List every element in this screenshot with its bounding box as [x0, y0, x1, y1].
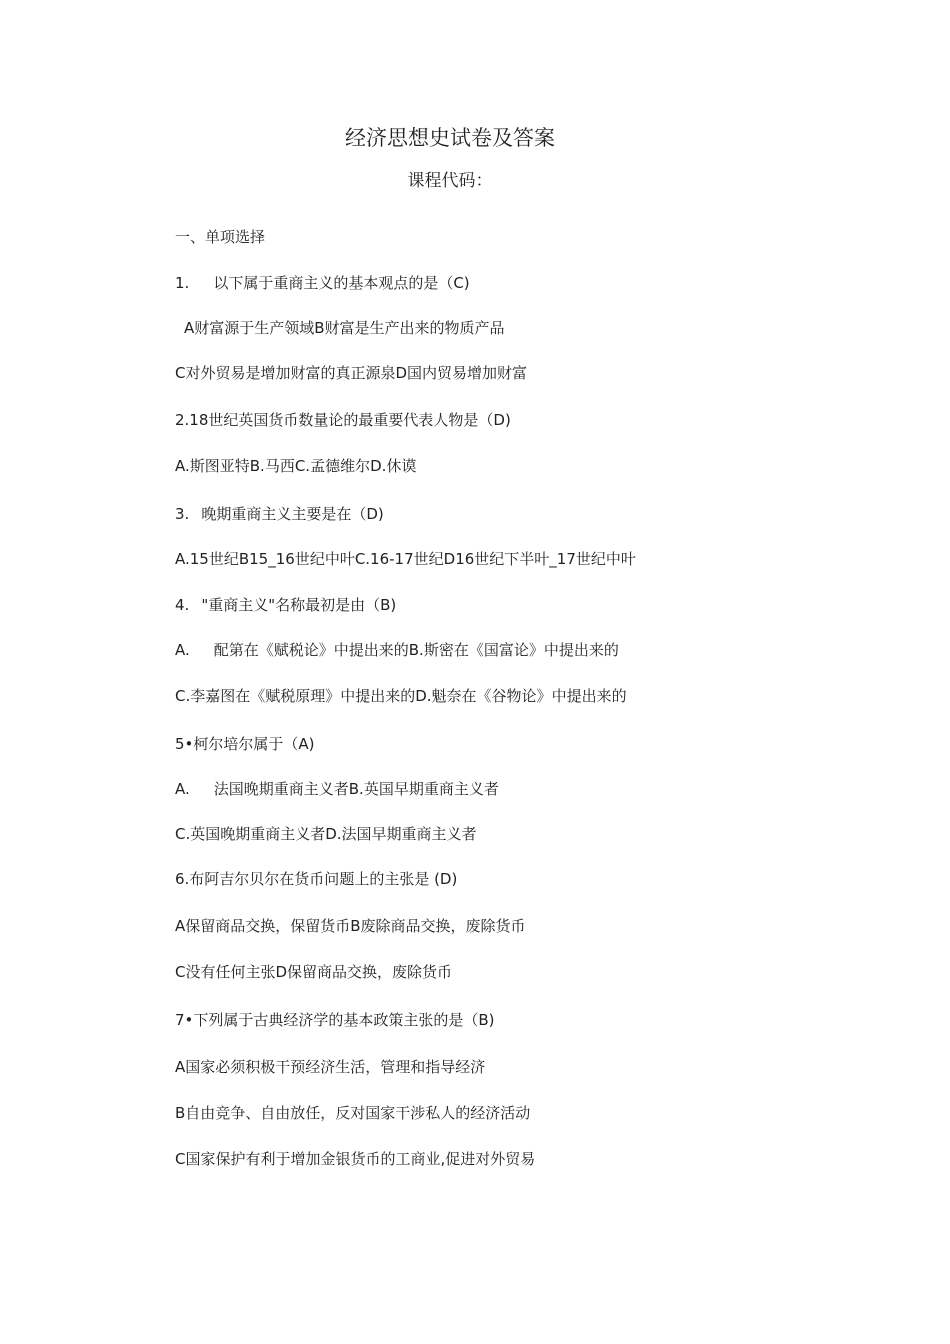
question-number: 1. [175, 274, 190, 292]
question-line [175, 504, 384, 524]
question-line: 6.布阿吉尔贝尔在货币问题上的主张是 (D) [175, 870, 458, 888]
option-line [175, 640, 619, 660]
option-line: C.李嘉图在《赋税原理》中提出来的D.魁奈在《谷物论》中提出来的 [175, 687, 627, 705]
question-number: 4. [175, 596, 190, 614]
option-line: C.英国晚期重商主义者D.法国早期重商主义者 [175, 825, 477, 843]
option-line: C国家保护有利于增加金银货币的工商业,促进对外贸易 [175, 1150, 536, 1168]
course-code-label: 课程代码： [407, 171, 493, 191]
option-letter: A. [175, 641, 190, 659]
question-text: "重商主义"名称最初是由（B) [201, 596, 397, 614]
question-number: 3. [175, 505, 190, 523]
option-line: B自由竞争、自由放任，反对国家干涉私人的经济活动 [175, 1104, 531, 1122]
option-line: C对外贸易是增加财富的真正源泉D国内贸易增加财富 [175, 364, 528, 382]
option-line: A.斯图亚特B.马西C.孟德维尔D.休谟 [175, 457, 417, 475]
option-line: C没有任何主张D保留商品交换，废除货币 [175, 963, 453, 981]
option-text: 法国晚期重商主义者B.英国早期重商主义者 [213, 780, 499, 798]
question-text: 晚期重商主义主要是在（D) [201, 505, 384, 523]
question-line: 2.18世纪英国货币数量论的最重要代表人物是（D) [175, 411, 511, 429]
option-line: A.15世纪B15_16世纪中叶C.16-17世纪D16世纪下半叶_17世纪中叶 [175, 550, 636, 568]
option-text: 配第在《赋税论》中提出来的B.斯密在《国富论》中提出来的 [213, 641, 619, 659]
question-text: 以下属于重商主义的基本观点的是（C) [213, 274, 470, 292]
question-line [175, 273, 470, 293]
option-line [175, 779, 499, 799]
option-letter: A. [175, 780, 190, 798]
option-line: A财富源于生产领域B财富是生产出来的物质产品 [184, 319, 505, 337]
question-line [175, 595, 396, 615]
section-heading: 一、单项选择 [175, 228, 266, 246]
option-line: A国家必须积极干预经济生活，管理和指导经济 [175, 1058, 486, 1076]
question-line: 7•下列属于古典经济学的基本政策主张的是（B) [175, 1011, 495, 1029]
option-line: A保留商品交换，保留货币B废除商品交换，废除货币 [175, 917, 526, 935]
question-line: 5•柯尔培尔属于（A) [175, 735, 315, 753]
document-title: 经济思想史试卷及答案 [345, 126, 555, 150]
